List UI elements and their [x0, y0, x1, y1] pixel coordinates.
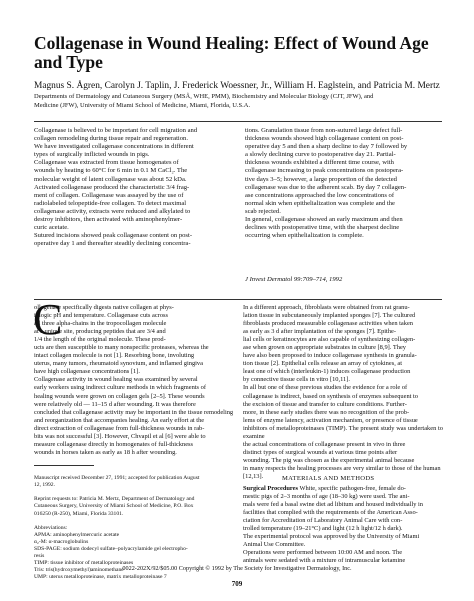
abstract-left-column: Collagenase is believed to be important for cell migration and collagen remodeling during tissue repair and regeneration. We have investigated collagenase concentrations in different types of surgically inflicted wounds in pigs. Collagenase was extracted from tissue homogenates of wounds by heating to 60°C for 6 min in 0.1 M CaCl₂. The molecular weight of latent collagenase was about 52 kDa. Activated collagenase produced the characteristic 3/4 frag- ment of collagen. Collagenase was assayed by the use of radiolabeled telopeptide-free collagen. To detect maximal collagenase activity, extracts were reduced and alkylated to destroy inhibitors, then activated with aminophenylmer- curic acetate. Sutured incisions showed peak collagenase content on post- operative day 1 and thereafter steadily declining concentra-	[34, 127, 198, 248]
body-left-column: ollagenase specifically digests native collagen at phys- iologic pH and temperature. Collagenase cuts across all three alpha-chains in the tropocollagen molecule at a unique site, producing peptides that are 3/4 and 1/4 the length of the original molecule. These prod- ucts are then susceptible to many nonspecific proteases, whereas the intact collagen molecule is not [1]. Resorbing bone, involuting uterus, many tumors, rheumatoid synovium, and inflamed gingiva have high collagenase concentrations [1]. Collagenase activity in wound healing was examined by several early workers using indirect culture methods in which fragments of healing wounds were grown on collagen gels [2–5]. These wounds were relatively old — 11–15 d after wounding. It was therefore concluded that collagenase activity may be important in the tissue remodeling and reorganization that accompanies healing. An early effort at the direct extraction of collagenase from full-thickness wounds in rab- bits was not successful [3]. However, Chvapil et al [6] were able to measure collagenase directly in homogenates of full-thickness wounds in horses taken as early as 18 h after wounding.	[34, 304, 234, 456]
methods-text-block	[243, 485, 443, 565]
footnote-reprints: Reprint requests to: Patricia M. Mertz, Department of Dermatology and Cutaneous Surgery, University of Miami School of Medicine, P.O. Box 016250 (R-250), Miami, Florida 33101.	[34, 496, 195, 517]
abstract-citation: J Invest Dermatol 99:709–714, 1992	[245, 276, 343, 283]
methods-text: White, specific pathogen-free, female do- mestic pigs of 2–3 months of age (18–30 kg) were used. The ani- mals were fed a basal swine diet ad libitum and housed individually in facilities that complied with the requirements of the American Asso- ciation for Accreditation of Laboratory Animal Care with con- trolled temperature (19–21°C) and light (12 h light/12 h dark). The experimental protocol was approved by the University of Miami Animal Use Committee. Operations were performed between 10:00 AM and noon. The animals were sedated with a mixture of intramuscular ketamine	[243, 485, 423, 565]
abstract-right-column: tions. Granulation tissue from non-sutured large defect full- thickness wounds showed high collagenase content on post- operative day 5 and then a sharp decline to day 7 followed by a slowly declining curve to postoperative day 21. Partial- thickness wounds exhibited a different time course, with collagenase increasing to peak concentrations on postopera- tive days 3–5; however, a large proportion of the detected collagenase was due to the adherent scab. By day 7 collagen- ase concentrations approached the low concentrations of normal skin when epithelialization was complete and the scab rejected. In general, collagenase showed an early maximum and then declines with postoperative time, with the sharpest decline occurring when epithelialization is complete.	[245, 127, 408, 240]
footnote-abbreviations: Abbreviations: APMA: aminophenylmercuric acetate α₂-M: α-macroglobulins SDS-PAGE: sodium dodecyl sulfate–polyacrylamide gel electropho- resis TIMP: tissue inhibitor of metalloproteinases Tris: tris(hydroxymethyl)aminomethane UMP: uterus metalloproteinase, matrix metalloproteinase 7	[34, 524, 188, 581]
footnote-rule	[34, 465, 94, 466]
methods-subheading: Surgical Procedures	[243, 485, 298, 492]
affiliations: Departments of Dermatology and Cutaneous Surgery (MSÅ, WHE, PMM), Biochemistry and Molecular Biology (CJT, JFW), and Medicine (JFW), University of Miami School of Medicine, Miami, Florida, U.S.A.	[34, 93, 374, 109]
drop-cap: C	[33, 295, 63, 344]
body-right-column: In a different approach, fibroblasts were obtained from rat granu- lation tissue in subcutaneously implanted sponges [7]. The cultured fibroblasts produced measurable collagenase activities when taken as early as 3 d after implantation of the sponges [7]. Epithe- lial cells or keratinocytes are also capable of synthesizing collagen- ase when grown on appropriate substrates in culture [8,9]. They have also been proposed to induce collagenase synthesis in granula- tion tissue [2]. Epithelial cells release an array of cytokines, at least one of which (interleukin-1) induces collagenase production by connective tissue cells in vitro [10,11]. In all but one of these previous studies the evidence for a role of collagenase is indirect, based on synthesis of enzymes subsequent to the excision of tissue and transfer to culture conditions. Further- more, in these early studies there was no recognition of the prob- lems of enzyme latency, activation mechanism, or presence of tissue inhibitors of metalloproteinases (TIMP). The present study was undertaken to examine the actual concentrations of collagenase present in vivo in three distinct types of surgical wounds at various time points after wounding. The pig was chosen as the experimental animal because in many respects the healing processes are very similar to those of the human [12,13].	[243, 304, 443, 480]
header-rule-top	[34, 121, 442, 122]
article-title: Collagenase in Wound Healing: Effect of Wound Age and Type	[34, 33, 429, 72]
abstract-rule-bottom	[34, 299, 442, 300]
footnote-received: Manuscript received December 27, 1991; accepted for publication August 12, 1992.	[34, 475, 200, 489]
section-heading-methods: MATERIALS AND METHODS	[282, 475, 375, 482]
page-number: 709	[231, 580, 243, 588]
author-list: Magnus S. Ågren, Carolyn J. Taplin, J. Frederick Woessner, Jr., William H. Eaglstein, and Patricia M. Mertz	[34, 81, 440, 91]
copyright-line: 0022-202X/92/$05.00 Copyright © 1992 by The Society for Investigative Dermatology, Inc.	[122, 565, 352, 572]
